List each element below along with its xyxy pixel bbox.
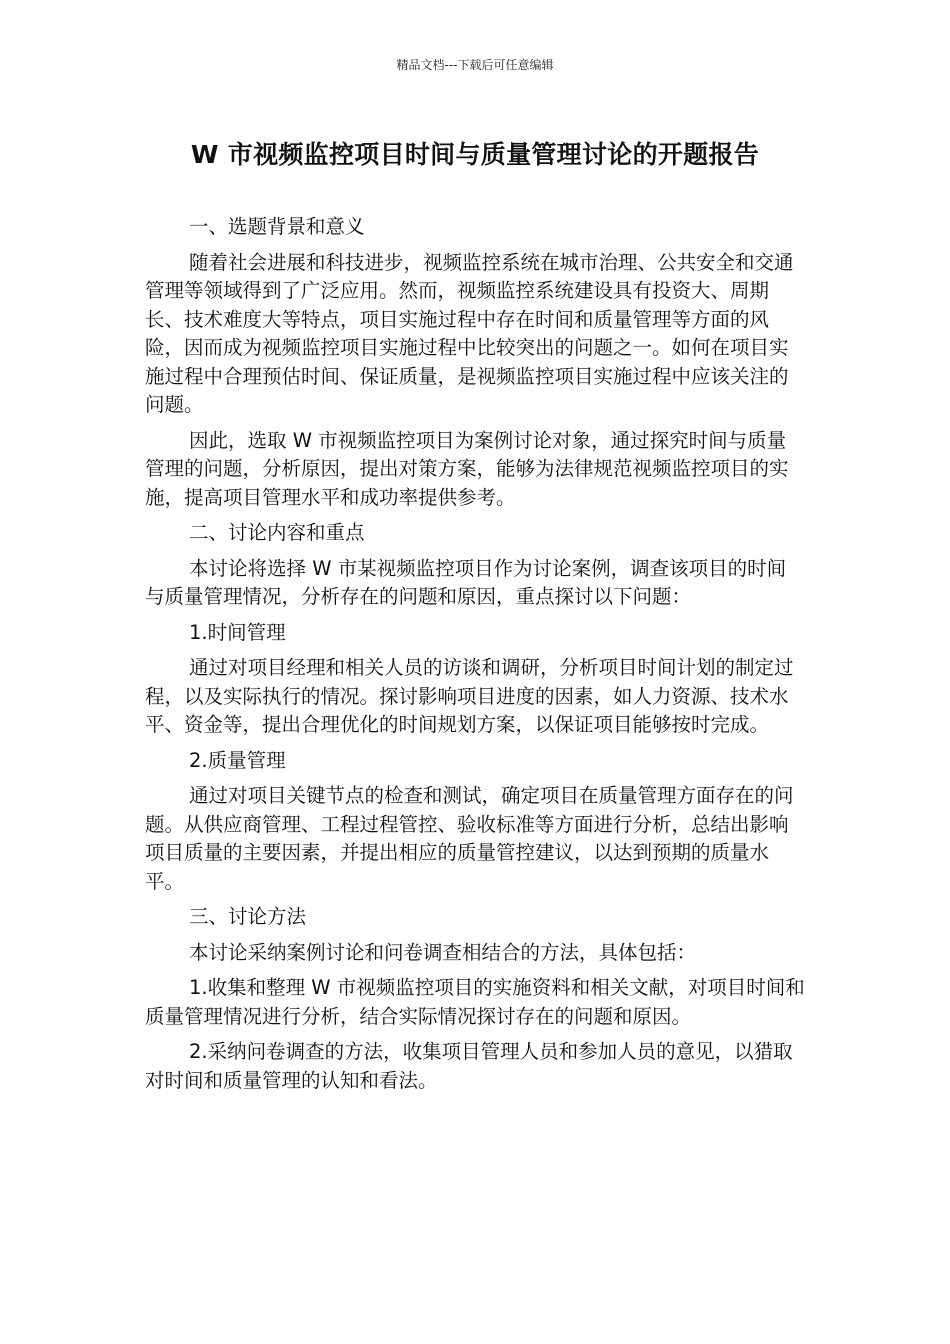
- section-heading-content: 二、讨论内容和重点: [189, 521, 365, 544]
- document-body: [145, 213, 805, 1102]
- subheading-time-management: 1.时间管理: [189, 620, 286, 644]
- section-heading-background: 一、选题背景和意义: [189, 215, 365, 238]
- paragraph-time-management: 通过对项目经理和相关人员的访谈和调研，分析项目时间计划的制定过程，以及实际执行的情况。探讨影响项目进度的因素，如人力资源、技术水平、资金等，提出合理优化的时间规划方案，以保证项目能够按时完成。: [145, 656, 794, 736]
- page-header-note: 精品文档---下载后可任意编辑: [396, 58, 554, 72]
- subheading-quality-management: 2.质量管理: [189, 748, 286, 772]
- paragraph-method-1: 1.收集和整理 W 市视频监控项目的实施资料和相关文献，对项目时间和质量管理情况进行分析，结合实际情况探讨存在的问题和原因。: [145, 976, 805, 1028]
- paragraph-purpose: 因此，选取 W 市视频监控项目为案例讨论对象，通过探究时间与质量管理的问题，分析原因，提出对策方案，能够为法律规范视频监控项目的实施，提高项目管理水平和成功率提供参考。: [145, 428, 789, 509]
- paragraph-quality-management: 通过对项目关键节点的检查和测试，确定项目在质量管理方面存在的问题。从供应商管理、工程过程管控、验收标准等方面进行分析，总结出影响项目质量的主要因素，并提出相应的质量管控建议，以达到预期的质量水平。: [145, 784, 794, 893]
- paragraph-methods-intro: 本讨论采纳案例讨论和问卷调查相结合的方法，具体包括：: [189, 940, 697, 964]
- section-heading-methods: 三、讨论方法: [189, 905, 307, 928]
- paragraph-background: 随着社会进展和科技进步，视频监控系统在城市治理、公共安全和交通管理等领域得到了广泛应用。然而，视频监控系统建设具有投资大、周期长、技术难度大等特点，项目实施过程中存在时间和质量管理等方面的风险，因而成为视频监控项目实施过程中比较突出的问题之一。如何在项目实施过程中合理预估时间、保证质量，是视频监控项目实施过程中应该关注的问题。: [145, 250, 794, 416]
- document-title: W 市视频监控项目时间与质量管理讨论的开题报告: [190, 140, 760, 169]
- paragraph-content-intro: 本讨论将选择 W 市某视频监控项目作为讨论案例，调查该项目的时间与质量管理情况，分析存在的问题和原因，重点探讨以下问题：: [145, 556, 787, 608]
- paragraph-method-2: 2.采纳问卷调查的方法，收集项目管理人员和参加人员的意见，以猎取对时间和质量管理的认知和看法。: [145, 1040, 793, 1092]
